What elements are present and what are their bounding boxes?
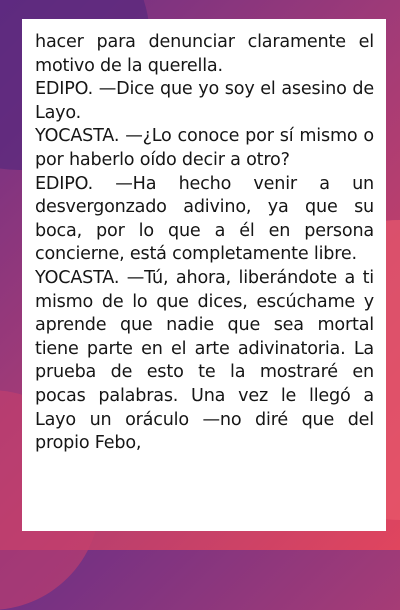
paragraph-continuation: hacer para denunciar claramente el motivo de la querella. bbox=[35, 32, 374, 76]
paragraph-edipo-2: EDIPO. —Ha hecho venir a un desvergonzado adivino, ya que su boca, por lo que a él en persona concierne, está completamente libre. bbox=[35, 173, 374, 265]
paragraph-yocasta-1: YOCASTA. —¿Lo conoce por sí mismo o por haberlo oído decir a otro? bbox=[35, 126, 374, 170]
paragraph-edipo-1: EDIPO. —Dice que yo soy el asesino de Layo. bbox=[35, 79, 374, 123]
document-page bbox=[22, 19, 386, 531]
paragraph-yocasta-2: YOCASTA. —Tú, ahora, liberándote a ti mismo de lo que dices, escúchame y aprende que nadie que sea mortal tiene parte en el arte adivinatoria. La prueba de esto te la mostraré en pocas palabras. Una vez le llegó a Layo un oráculo —no diré que del propio Febo, bbox=[35, 267, 374, 454]
